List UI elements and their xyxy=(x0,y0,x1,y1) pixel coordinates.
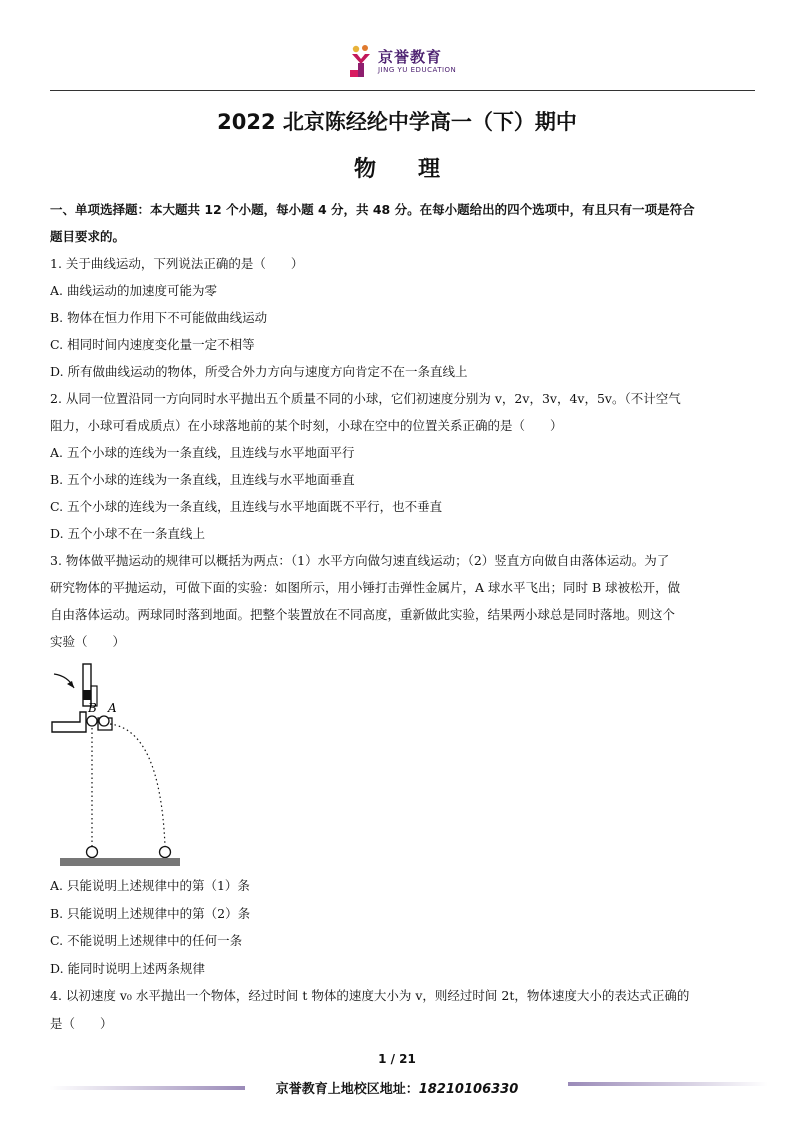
label-a: A xyxy=(108,701,117,715)
q3-option-c: C. 不能说明上述规律中的任何一条 xyxy=(50,933,243,948)
question-4-cont: 是（ ） xyxy=(50,1015,113,1031)
question-3: 3. 物体做平抛运动的规律可以概括为两点：（1）水平方向做匀速直线运动；（2）竖直方向做自由落体运动。为了 xyxy=(50,553,670,568)
q3-option-d: D. 能同时说明上述两条规律 xyxy=(50,960,206,976)
logo-text-en: JING YU EDUCATION xyxy=(378,66,457,74)
question-3-cont-3: 实验（ ） xyxy=(50,634,126,649)
footer-phone: 18210106330 xyxy=(418,1082,519,1097)
ground xyxy=(60,858,180,866)
question-2-cont: 阻力，小球可看成质点）在小球落地前的某个时刻，小球在空中的位置关系正确的是（ ） xyxy=(50,418,563,433)
q1-option-a: A. 曲线运动的加速度可能为零 xyxy=(50,283,217,298)
page-number: 1 / 21 xyxy=(378,1052,416,1066)
section-heading: 一、单项选择题：本大题共 12 个小题，每小题 4 分，共 48 分。在每小题给出的四个选项中，有且只有一项是符合 xyxy=(50,202,695,217)
label-b: B xyxy=(88,701,97,715)
logo xyxy=(348,44,458,84)
q1-option-d: D. 所有做曲线运动的物体，所受合外力方向与速度方向肯定不在一条直线上 xyxy=(50,364,468,379)
q1-option-b: B. 物体在恒力作用下不可能做曲线运动 xyxy=(50,310,268,325)
logo-mark-icon xyxy=(348,44,374,80)
left-stand xyxy=(52,712,86,732)
ball-b-start xyxy=(87,716,97,726)
footer-address-label: 京誉教育上地校区地址： xyxy=(275,1082,419,1097)
exam-title: 2022 北京陈经纶中学高一（下）期中 xyxy=(217,110,577,134)
question-body xyxy=(50,196,755,655)
q1-option-c: C. 相同时间内速度变化量一定不相等 xyxy=(50,337,255,352)
question-body-2 xyxy=(50,872,755,1037)
subject-title: 物理 xyxy=(353,157,482,182)
q2-option-a: A. 五个小球的连线为一条直线，且连线与水平地面平行 xyxy=(50,445,355,460)
q2-option-d: D. 五个小球不在一条直线上 xyxy=(50,526,206,541)
q2-option-c: C. 五个小球的连线为一条直线，且连线与水平地面既不平行，也不垂直 xyxy=(50,499,443,514)
section-heading-cont: 题目要求的。 xyxy=(50,229,126,244)
header-divider xyxy=(50,90,755,91)
spring-plate xyxy=(83,690,91,700)
q3-option-a: A. 只能说明上述规律中的第（1）条 xyxy=(50,878,250,893)
q3-option-b: B. 只能说明上述规律中的第（2）条 xyxy=(50,905,251,921)
q2-option-b: B. 五个小球的连线为一条直线，且连线与水平地面垂直 xyxy=(50,472,355,487)
footer-address xyxy=(0,1078,794,1097)
ball-a-ground xyxy=(160,847,171,858)
question-1: 1. 关于曲线运动，下列说法正确的是（ ） xyxy=(50,256,304,271)
experiment-figure xyxy=(50,660,190,870)
logo-text-cn: 京誉教育 xyxy=(378,48,443,66)
question-3-cont-2: 自由落体运动。两球同时落到地面。把整个装置放在不同高度，重新做此实验，结果两小球总是同时落地。则这个 xyxy=(50,607,676,622)
projectile-path xyxy=(110,724,165,846)
ball-a-start xyxy=(99,716,109,726)
question-2: 2. 从同一位置沿同一方向同时水平抛出五个质量不同的小球，它们初速度分别为 v，2v，3v，4v，5v。（不计空气 xyxy=(50,391,681,406)
ball-b-ground xyxy=(87,847,98,858)
question-3-cont-1: 研究物体的平抛运动，可做下面的实验：如图所示，用小锤打击弹性金属片，A 球水平飞出；同时 B 球被松开，做 xyxy=(50,580,681,595)
question-4: 4. 以初速度 v₀ 水平抛出一个物体，经过时间 t 物体的速度大小为 v，则经过时间 2t，物体速度大小的表达式正确的 xyxy=(50,988,690,1003)
